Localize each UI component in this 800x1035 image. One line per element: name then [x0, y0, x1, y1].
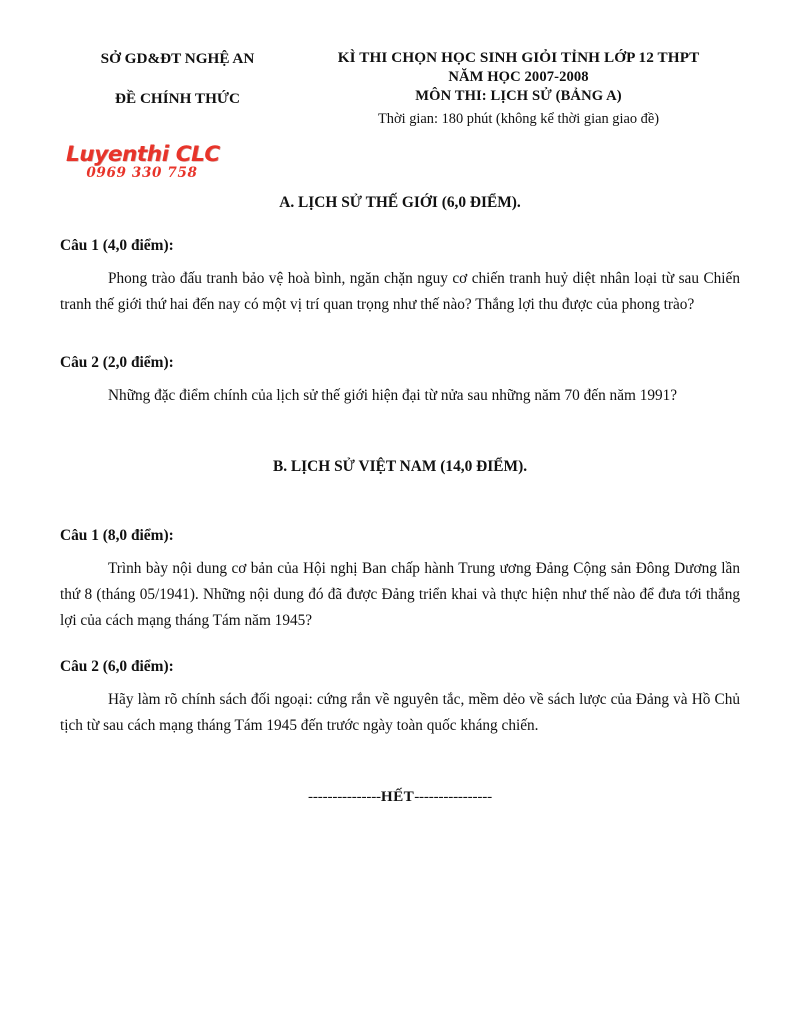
exam-duration: Thời gian: 180 phút (không kể thời gian giao đề)	[378, 110, 659, 127]
exam-content	[60, 192, 740, 808]
section-a-question-1-text: Phong trào đấu tranh bảo vệ hoà bình, ngăn chặn nguy cơ chiến tranh huỷ diệt nhân loại từ sau Chiến tranh thế giới thứ hai đến nay có một vị trí quan trọng như thế nào? Thắng lợi thu được của phong trào?	[60, 270, 740, 313]
end-of-paper-marker	[60, 786, 740, 808]
end-dashes-left: ---------------	[308, 788, 381, 806]
official-exam-label: ĐỀ CHÍNH THỨC	[115, 89, 240, 107]
document-header	[0, 48, 800, 129]
section-b-question-1-label: Câu 1 (8,0 điểm):	[60, 527, 174, 545]
header-right-block	[295, 48, 742, 129]
header-row	[60, 48, 742, 129]
department-name: SỞ GD&ĐT NGHỆ AN	[100, 50, 255, 67]
exam-subject: MÔN THI: LỊCH SỬ (BẢNG A)	[415, 88, 622, 104]
section-a-question-2-label: Câu 2 (2,0 điểm):	[60, 353, 174, 371]
section-b-heading: B. LỊCH SỬ VIỆT NAM (14,0 ĐIỂM).	[272, 458, 528, 476]
end-word: HẾT	[380, 788, 415, 806]
logo-brand-name: Luyenthi CLC	[66, 142, 220, 167]
header-left-block	[60, 48, 295, 108]
luyenthi-clc-logo	[66, 144, 218, 180]
section-a-question-2-text: Những đặc điểm chính của lịch sử thế giới hiện đại từ nửa sau những năm 70 đến năm 1991?	[108, 386, 678, 404]
logo-phone-number: 0969 330 758	[86, 164, 198, 181]
section-b-question-2-label: Câu 2 (6,0 điểm):	[60, 657, 174, 675]
exam-title: KÌ THI CHỌN HỌC SINH GIỎI TỈNH LỚP 12 THPT	[337, 49, 700, 66]
school-year: NĂM HỌC 2007-2008	[448, 68, 589, 85]
section-a-question-1-label: Câu 1 (4,0 điểm):	[60, 237, 174, 254]
section-a-heading: A. LỊCH SỬ THẾ GIỚI (6,0 ĐIỂM).	[279, 194, 521, 211]
end-dashes-right: ----------------	[414, 788, 492, 806]
section-b-question-1-text: Trình bày nội dung cơ bản của Hội nghị Ban chấp hành Trung ương Đảng Cộng sản Đông Dương lần thứ 8 (tháng 05/1941). Những nội dung đó đã được Đảng triển khai và thực hiện như thế nào để đưa tới thắng lợi của cách mạng tháng Tám năm 1945?	[60, 560, 740, 629]
section-b-question-2-text: Hãy làm rõ chính sách đối ngoại: cứng rắn về nguyên tắc, mềm dẻo về sách lược của Đảng và Hồ Chủ tịch từ sau cách mạng tháng Tám 1945 đến trước ngày toàn quốc kháng chiến.	[60, 690, 740, 734]
